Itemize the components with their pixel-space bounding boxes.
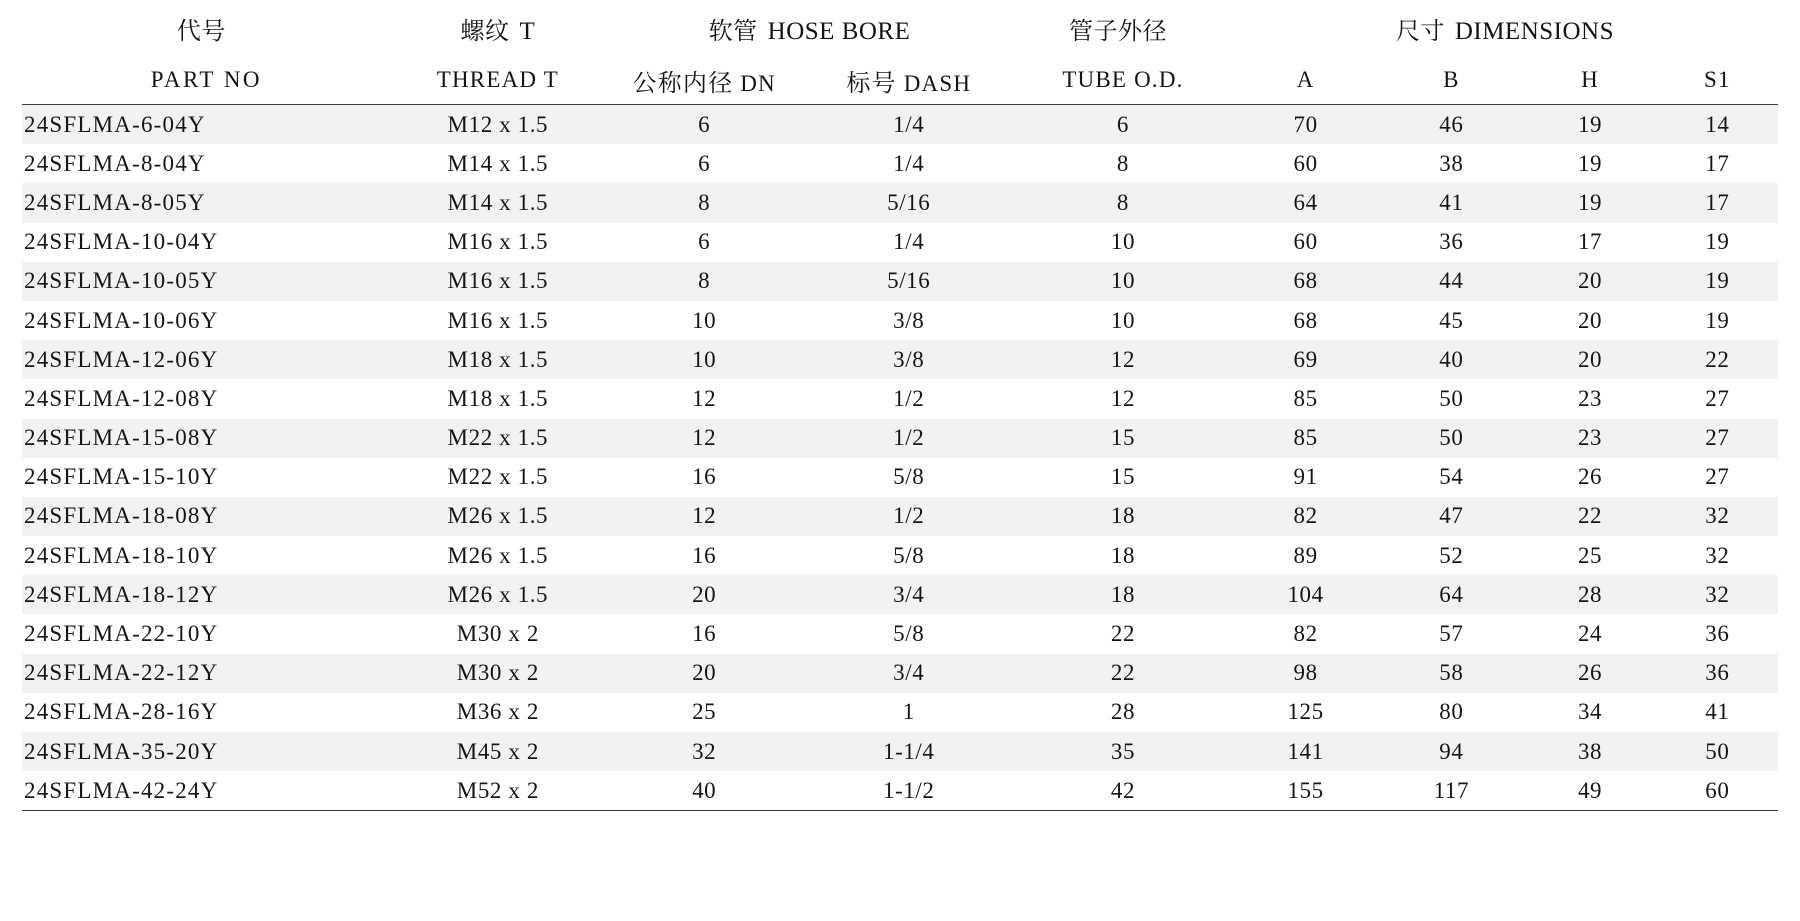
cell-a: 82 — [1293, 621, 1318, 647]
cell-tube_od: 18 — [1110, 503, 1136, 529]
cell-a: 104 — [1287, 581, 1324, 607]
cell-part_no: 24SFLMA-12-08Y — [24, 385, 219, 411]
cell-tube_od: 12 — [1110, 346, 1136, 372]
cell-h: 26 — [1577, 660, 1603, 686]
cell-part_no: 24SFLMA-15-08Y — [24, 425, 219, 451]
group-header-hose-bore: 软管 HOSE BORE — [708, 16, 911, 45]
cell-dn: 16 — [692, 542, 717, 568]
cell-part_no: 24SFLMA-6-04Y — [24, 111, 206, 137]
column-header-tube-od: TUBE O.D. — [1014, 56, 1232, 105]
cell-part_no: 24SFLMA-8-05Y — [24, 189, 206, 215]
table-row — [22, 262, 1778, 301]
cell-tube_od: 8 — [1116, 150, 1130, 176]
cell-dash: 1-1/4 — [882, 738, 935, 764]
cell-a: 85 — [1293, 385, 1318, 411]
cell-thread: M16 x 1.5 — [447, 307, 549, 333]
cell-b: 41 — [1439, 189, 1464, 215]
cell-s1: 36 — [1705, 660, 1730, 686]
cell-h: 28 — [1577, 581, 1603, 607]
cell-dn: 32 — [692, 738, 717, 764]
cell-a: 125 — [1287, 699, 1324, 725]
table-row — [22, 536, 1778, 575]
cell-thread: M16 x 1.5 — [447, 268, 549, 294]
cell-part_no: 24SFLMA-18-12Y — [24, 581, 219, 607]
cell-part_no: 24SFLMA-10-06Y — [24, 307, 219, 333]
cell-a: 68 — [1293, 307, 1318, 333]
cell-h: 26 — [1577, 464, 1603, 490]
cell-b: 40 — [1439, 346, 1464, 372]
cell-tube_od: 18 — [1110, 581, 1136, 607]
cell-thread: M18 x 1.5 — [447, 346, 549, 372]
group-header-row — [22, 0, 1778, 56]
cell-dash: 1/2 — [893, 503, 925, 529]
cell-dn: 10 — [692, 346, 717, 372]
cell-dn: 10 — [692, 307, 717, 333]
cell-dash: 5/8 — [893, 464, 925, 490]
cell-tube_od: 18 — [1110, 542, 1136, 568]
cell-dn: 6 — [698, 150, 711, 176]
cell-b: 47 — [1439, 503, 1464, 529]
cell-s1: 32 — [1705, 503, 1730, 529]
cell-part_no: 24SFLMA-22-12Y — [24, 660, 219, 686]
cell-s1: 41 — [1705, 699, 1730, 725]
table-row — [22, 575, 1778, 614]
cell-dash: 3/8 — [893, 346, 925, 372]
cell-b: 64 — [1439, 581, 1464, 607]
cell-s1: 60 — [1657, 771, 1778, 811]
cell-s1: 27 — [1705, 425, 1730, 451]
table-row — [22, 183, 1778, 222]
cell-part_no: 24SFLMA-28-16Y — [24, 699, 219, 725]
cell-b: 45 — [1439, 307, 1464, 333]
cell-thread: M14 x 1.5 — [447, 150, 549, 176]
cell-tube_od: 35 — [1110, 738, 1136, 764]
cell-dash: 3/4 — [893, 581, 925, 607]
cell-thread: M52 x 2 — [391, 771, 605, 811]
group-header-dimensions: 尺寸 DIMENSIONS — [1395, 16, 1615, 45]
cell-a: 89 — [1293, 542, 1318, 568]
table-row — [22, 419, 1778, 458]
cell-dash: 1/4 — [893, 111, 925, 137]
table-row — [22, 105, 1778, 145]
cell-a: 70 — [1293, 111, 1318, 137]
cell-s1: 27 — [1705, 464, 1730, 490]
cell-b: 38 — [1439, 150, 1464, 176]
cell-h: 19 — [1577, 111, 1603, 137]
table-header — [22, 0, 1778, 105]
cell-tube_od: 15 — [1110, 464, 1136, 490]
cell-dash: 3/4 — [893, 660, 925, 686]
cell-b: 117 — [1379, 771, 1523, 811]
cell-thread: M30 x 2 — [456, 621, 539, 647]
cell-dn: 12 — [692, 385, 717, 411]
cell-thread: M26 x 1.5 — [447, 581, 549, 607]
table-row — [22, 301, 1778, 340]
column-header-b: B — [1379, 56, 1523, 105]
cell-part_no: 24SFLMA-22-10Y — [24, 621, 219, 647]
cell-a: 60 — [1293, 150, 1318, 176]
cell-dn: 40 — [605, 771, 803, 811]
cell-s1: 22 — [1705, 346, 1730, 372]
cell-dash: 5/8 — [893, 621, 925, 647]
cell-h: 19 — [1577, 150, 1603, 176]
cell-b: 44 — [1439, 268, 1464, 294]
cell-dn: 6 — [698, 111, 711, 137]
cell-thread: M18 x 1.5 — [447, 385, 549, 411]
cell-dash: 1 — [902, 699, 915, 725]
cell-dn: 20 — [692, 581, 717, 607]
cell-s1: 19 — [1705, 229, 1730, 255]
cell-tube_od: 12 — [1110, 385, 1136, 411]
cell-b: 94 — [1439, 738, 1464, 764]
column-header-dash: 标号 DASH — [803, 56, 1014, 105]
cell-h: 38 — [1577, 738, 1603, 764]
column-header-part-no: PART NO — [22, 56, 391, 105]
table-row — [22, 771, 1778, 811]
cell-s1: 17 — [1705, 150, 1730, 176]
cell-a: 141 — [1287, 738, 1324, 764]
cell-dash: 1/2 — [893, 385, 925, 411]
cell-part_no: 24SFLMA-10-04Y — [24, 229, 219, 255]
column-header-s1: S1 — [1657, 56, 1778, 105]
cell-part_no: 24SFLMA-12-06Y — [24, 346, 219, 372]
cell-dash: 1/4 — [893, 229, 925, 255]
specification-table — [22, 0, 1778, 811]
cell-dn: 6 — [698, 229, 711, 255]
cell-b: 52 — [1439, 542, 1464, 568]
cell-a: 91 — [1293, 464, 1318, 490]
cell-b: 58 — [1439, 660, 1464, 686]
cell-b: 57 — [1439, 621, 1464, 647]
cell-thread: M30 x 2 — [456, 660, 539, 686]
cell-part_no: 24SFLMA-35-20Y — [24, 738, 219, 764]
table-body — [22, 105, 1778, 811]
table-row — [22, 144, 1778, 183]
table-row — [22, 654, 1778, 693]
cell-s1: 27 — [1705, 385, 1730, 411]
cell-thread: M36 x 2 — [456, 699, 539, 725]
cell-dash: 5/16 — [887, 268, 931, 294]
cell-a: 82 — [1293, 503, 1318, 529]
cell-tube_od: 42 — [1014, 771, 1232, 811]
cell-h: 34 — [1577, 699, 1603, 725]
cell-s1: 14 — [1705, 111, 1730, 137]
cell-h: 20 — [1577, 307, 1603, 333]
cell-thread: M45 x 2 — [456, 738, 539, 764]
cell-tube_od: 10 — [1110, 307, 1136, 333]
table-row — [22, 497, 1778, 536]
column-header-h: H — [1523, 56, 1656, 105]
cell-tube_od: 15 — [1110, 425, 1136, 451]
cell-b: 46 — [1439, 111, 1464, 137]
cell-h: 24 — [1577, 621, 1603, 647]
cell-a: 64 — [1293, 189, 1318, 215]
cell-dn: 20 — [692, 660, 717, 686]
cell-a: 60 — [1293, 229, 1318, 255]
group-header-part-no: 代号 — [176, 16, 226, 45]
cell-dn: 12 — [692, 503, 717, 529]
cell-dn: 8 — [698, 268, 711, 294]
cell-s1: 36 — [1705, 621, 1730, 647]
cell-part_no: 24SFLMA-8-04Y — [24, 150, 206, 176]
cell-a: 85 — [1293, 425, 1318, 451]
table-row — [22, 693, 1778, 732]
cell-thread: M26 x 1.5 — [447, 503, 549, 529]
cell-s1: 19 — [1705, 307, 1730, 333]
cell-s1: 17 — [1705, 189, 1730, 215]
cell-thread: M12 x 1.5 — [447, 111, 549, 137]
cell-dn: 25 — [692, 699, 717, 725]
cell-h: 20 — [1577, 346, 1603, 372]
cell-a: 155 — [1232, 771, 1380, 811]
cell-h: 25 — [1577, 542, 1603, 568]
cell-h: 19 — [1577, 189, 1603, 215]
cell-b: 36 — [1439, 229, 1464, 255]
cell-a: 98 — [1293, 660, 1318, 686]
cell-dash: 1/4 — [893, 150, 925, 176]
column-header-dn: 公称内径 DN — [605, 56, 803, 105]
cell-thread: M16 x 1.5 — [447, 229, 549, 255]
cell-dash: 5/8 — [893, 542, 925, 568]
cell-a: 68 — [1293, 268, 1318, 294]
cell-s1: 50 — [1705, 738, 1730, 764]
cell-tube_od: 6 — [1116, 111, 1130, 137]
cell-h: 22 — [1577, 503, 1603, 529]
cell-thread: M14 x 1.5 — [447, 189, 549, 215]
cell-s1: 19 — [1705, 268, 1730, 294]
cell-dash: 3/8 — [893, 307, 925, 333]
group-header-tube-od: 管子外径 — [1068, 16, 1167, 45]
group-header-thread: 螺纹 T — [460, 16, 536, 45]
cell-dn: 16 — [692, 621, 717, 647]
cell-part_no: 24SFLMA-18-08Y — [24, 503, 219, 529]
cell-dn: 8 — [698, 189, 711, 215]
cell-dash: 1-1/2 — [803, 771, 1014, 811]
cell-h: 23 — [1577, 385, 1603, 411]
cell-thread: M26 x 1.5 — [447, 542, 549, 568]
cell-tube_od: 8 — [1116, 189, 1130, 215]
cell-part_no: 24SFLMA-18-10Y — [24, 542, 219, 568]
column-header-row — [22, 56, 1778, 105]
cell-b: 54 — [1439, 464, 1464, 490]
table-row — [22, 223, 1778, 262]
cell-b: 50 — [1439, 385, 1464, 411]
cell-s1: 32 — [1705, 542, 1730, 568]
cell-h: 23 — [1577, 425, 1603, 451]
cell-a: 69 — [1293, 346, 1318, 372]
cell-tube_od: 22 — [1110, 621, 1136, 647]
cell-dn: 12 — [692, 425, 717, 451]
cell-thread: M22 x 1.5 — [447, 425, 549, 451]
table-row — [22, 379, 1778, 418]
cell-h: 20 — [1577, 268, 1603, 294]
cell-part_no: 24SFLMA-42-24Y — [22, 771, 391, 811]
table-row — [22, 340, 1778, 379]
cell-h: 49 — [1523, 771, 1656, 811]
cell-dash: 5/16 — [887, 189, 931, 215]
table-row — [22, 732, 1778, 771]
cell-dn: 16 — [692, 464, 717, 490]
cell-b: 50 — [1439, 425, 1464, 451]
cell-tube_od: 10 — [1110, 229, 1136, 255]
cell-dash: 1/2 — [893, 425, 925, 451]
table-row — [22, 458, 1778, 497]
cell-tube_od: 10 — [1110, 268, 1136, 294]
cell-thread: M22 x 1.5 — [447, 464, 549, 490]
cell-tube_od: 28 — [1110, 699, 1136, 725]
cell-part_no: 24SFLMA-15-10Y — [24, 464, 219, 490]
cell-s1: 32 — [1705, 581, 1730, 607]
column-header-a: A — [1232, 56, 1380, 105]
cell-h: 17 — [1577, 229, 1603, 255]
cell-tube_od: 22 — [1110, 660, 1136, 686]
table-row — [22, 614, 1778, 653]
column-header-thread: THREAD T — [391, 56, 605, 105]
cell-b: 80 — [1439, 699, 1464, 725]
cell-part_no: 24SFLMA-10-05Y — [24, 268, 219, 294]
